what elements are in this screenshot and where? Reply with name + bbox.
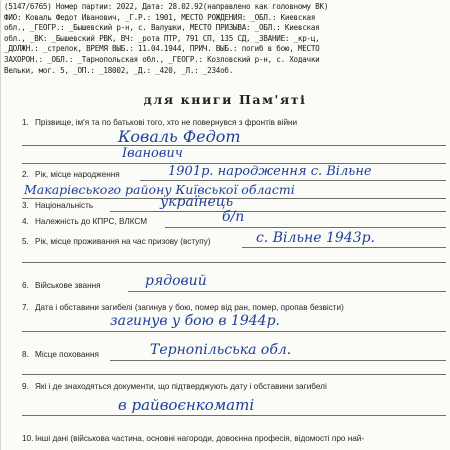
typed-line: (5147/6765) Номер партии: 2022, Дата: 28.02.92(направлено как головному ВК) (4, 2, 329, 11)
handwritten-residence: с. Вільне 1943р. (256, 230, 376, 246)
form-title: для книги Пам'яті (143, 92, 307, 107)
field-1-rule (22, 145, 446, 146)
handwritten-death: загинув у бою в 1944р. (110, 313, 280, 329)
field-9-rule (22, 415, 446, 416)
field-1-label: 1. Прізвище, ім'я та по батькові того, хто не повернувся з фронтів війни (22, 118, 298, 127)
handwritten-documents: в райвоєнкоматі (118, 396, 255, 414)
field-8-rule (110, 360, 446, 361)
field-8-rule (22, 374, 446, 375)
field-5-label: 5. Рік, місце проживання на час призову (вступу) (22, 237, 211, 246)
field-2-rule (140, 180, 446, 181)
handwritten-party: б/п (222, 209, 245, 225)
field-9-label: 9. Які і де знаходяться документи, що підтверджують дату і обставини загибелі (22, 382, 327, 391)
field-8-label: 8. Місце поховання (22, 350, 99, 359)
handwritten-name-line1: Коваль Федот (118, 127, 241, 146)
typed-line: обл., _ВК: _Бышевский РВК, ВЧ: _рота ПТР, 791 СП, 135 СД, _ЗВАНИЕ: _кр-ц, (4, 33, 320, 43)
typed-line: _ДОЛЖН.: _стрелок, ВРЕМЯ ВЫБ.: 11.04.1944, ПРИЧ. ВЫБ.: погиб в бою, МЕСТО (4, 44, 320, 54)
field-6-rule (128, 291, 446, 292)
page-edge (0, 0, 1, 450)
field-10-label: 10. Інші дані (військова частина, основні нагороди, довоєнна професія, відомості про най- (22, 434, 365, 443)
field-5-rule (242, 247, 446, 248)
typed-line: ЗАХОРОН.: _ОБЛ.: _Тарнопольская обл., _ГЕОГР.: Козловский р-н, с. Ходачки (4, 54, 320, 64)
typed-line: обл., _ГЕОГР.: _Бышевский р-н, с. Валушки, МЕСТО ПРИЗЫВА: _ОБЛ.: Киевская (4, 23, 320, 33)
handwritten-nationality: українець (160, 194, 234, 210)
field-4-label: 4. Належність до КПРС, ВЛКСМ (22, 217, 148, 226)
field-4-rule (165, 227, 446, 228)
handwritten-birth-line2: Макарівського району Київської області (24, 182, 295, 197)
handwritten-name-line2: Іванович (122, 146, 183, 161)
handwritten-rank: рядовий (145, 273, 207, 289)
typed-line: ФИО: Коваль Федот Иванович, _Г.Р.: 1901, МЕСТО РОЖДЕНИЯ: _ОБЛ.: Киевская (4, 12, 316, 22)
handwritten-burial: Тернопільська обл. (150, 342, 292, 358)
field-3-rule (110, 211, 446, 212)
field-2-label: 2. Рік, місце народження (22, 170, 120, 179)
field-7-rule (22, 331, 446, 332)
field-3-label: 3. Національність (22, 201, 94, 210)
field-6-label: 6. Військове звання (22, 281, 101, 290)
field-2-rule (22, 198, 446, 199)
typed-archive-header (4, 2, 450, 76)
handwritten-birth-line1: 1901р. народження с. Вільне (168, 164, 372, 179)
field-7-label: 7. Дата і обставини загибелі (загинув у бою, помер від ран, помер, пропав безвісти) (22, 303, 344, 312)
typed-line: Вельки, мог. 5, _ОП.: _18002, _Д.: _420, _Л.: _234об. (4, 65, 234, 75)
field-5-rule (22, 262, 446, 263)
